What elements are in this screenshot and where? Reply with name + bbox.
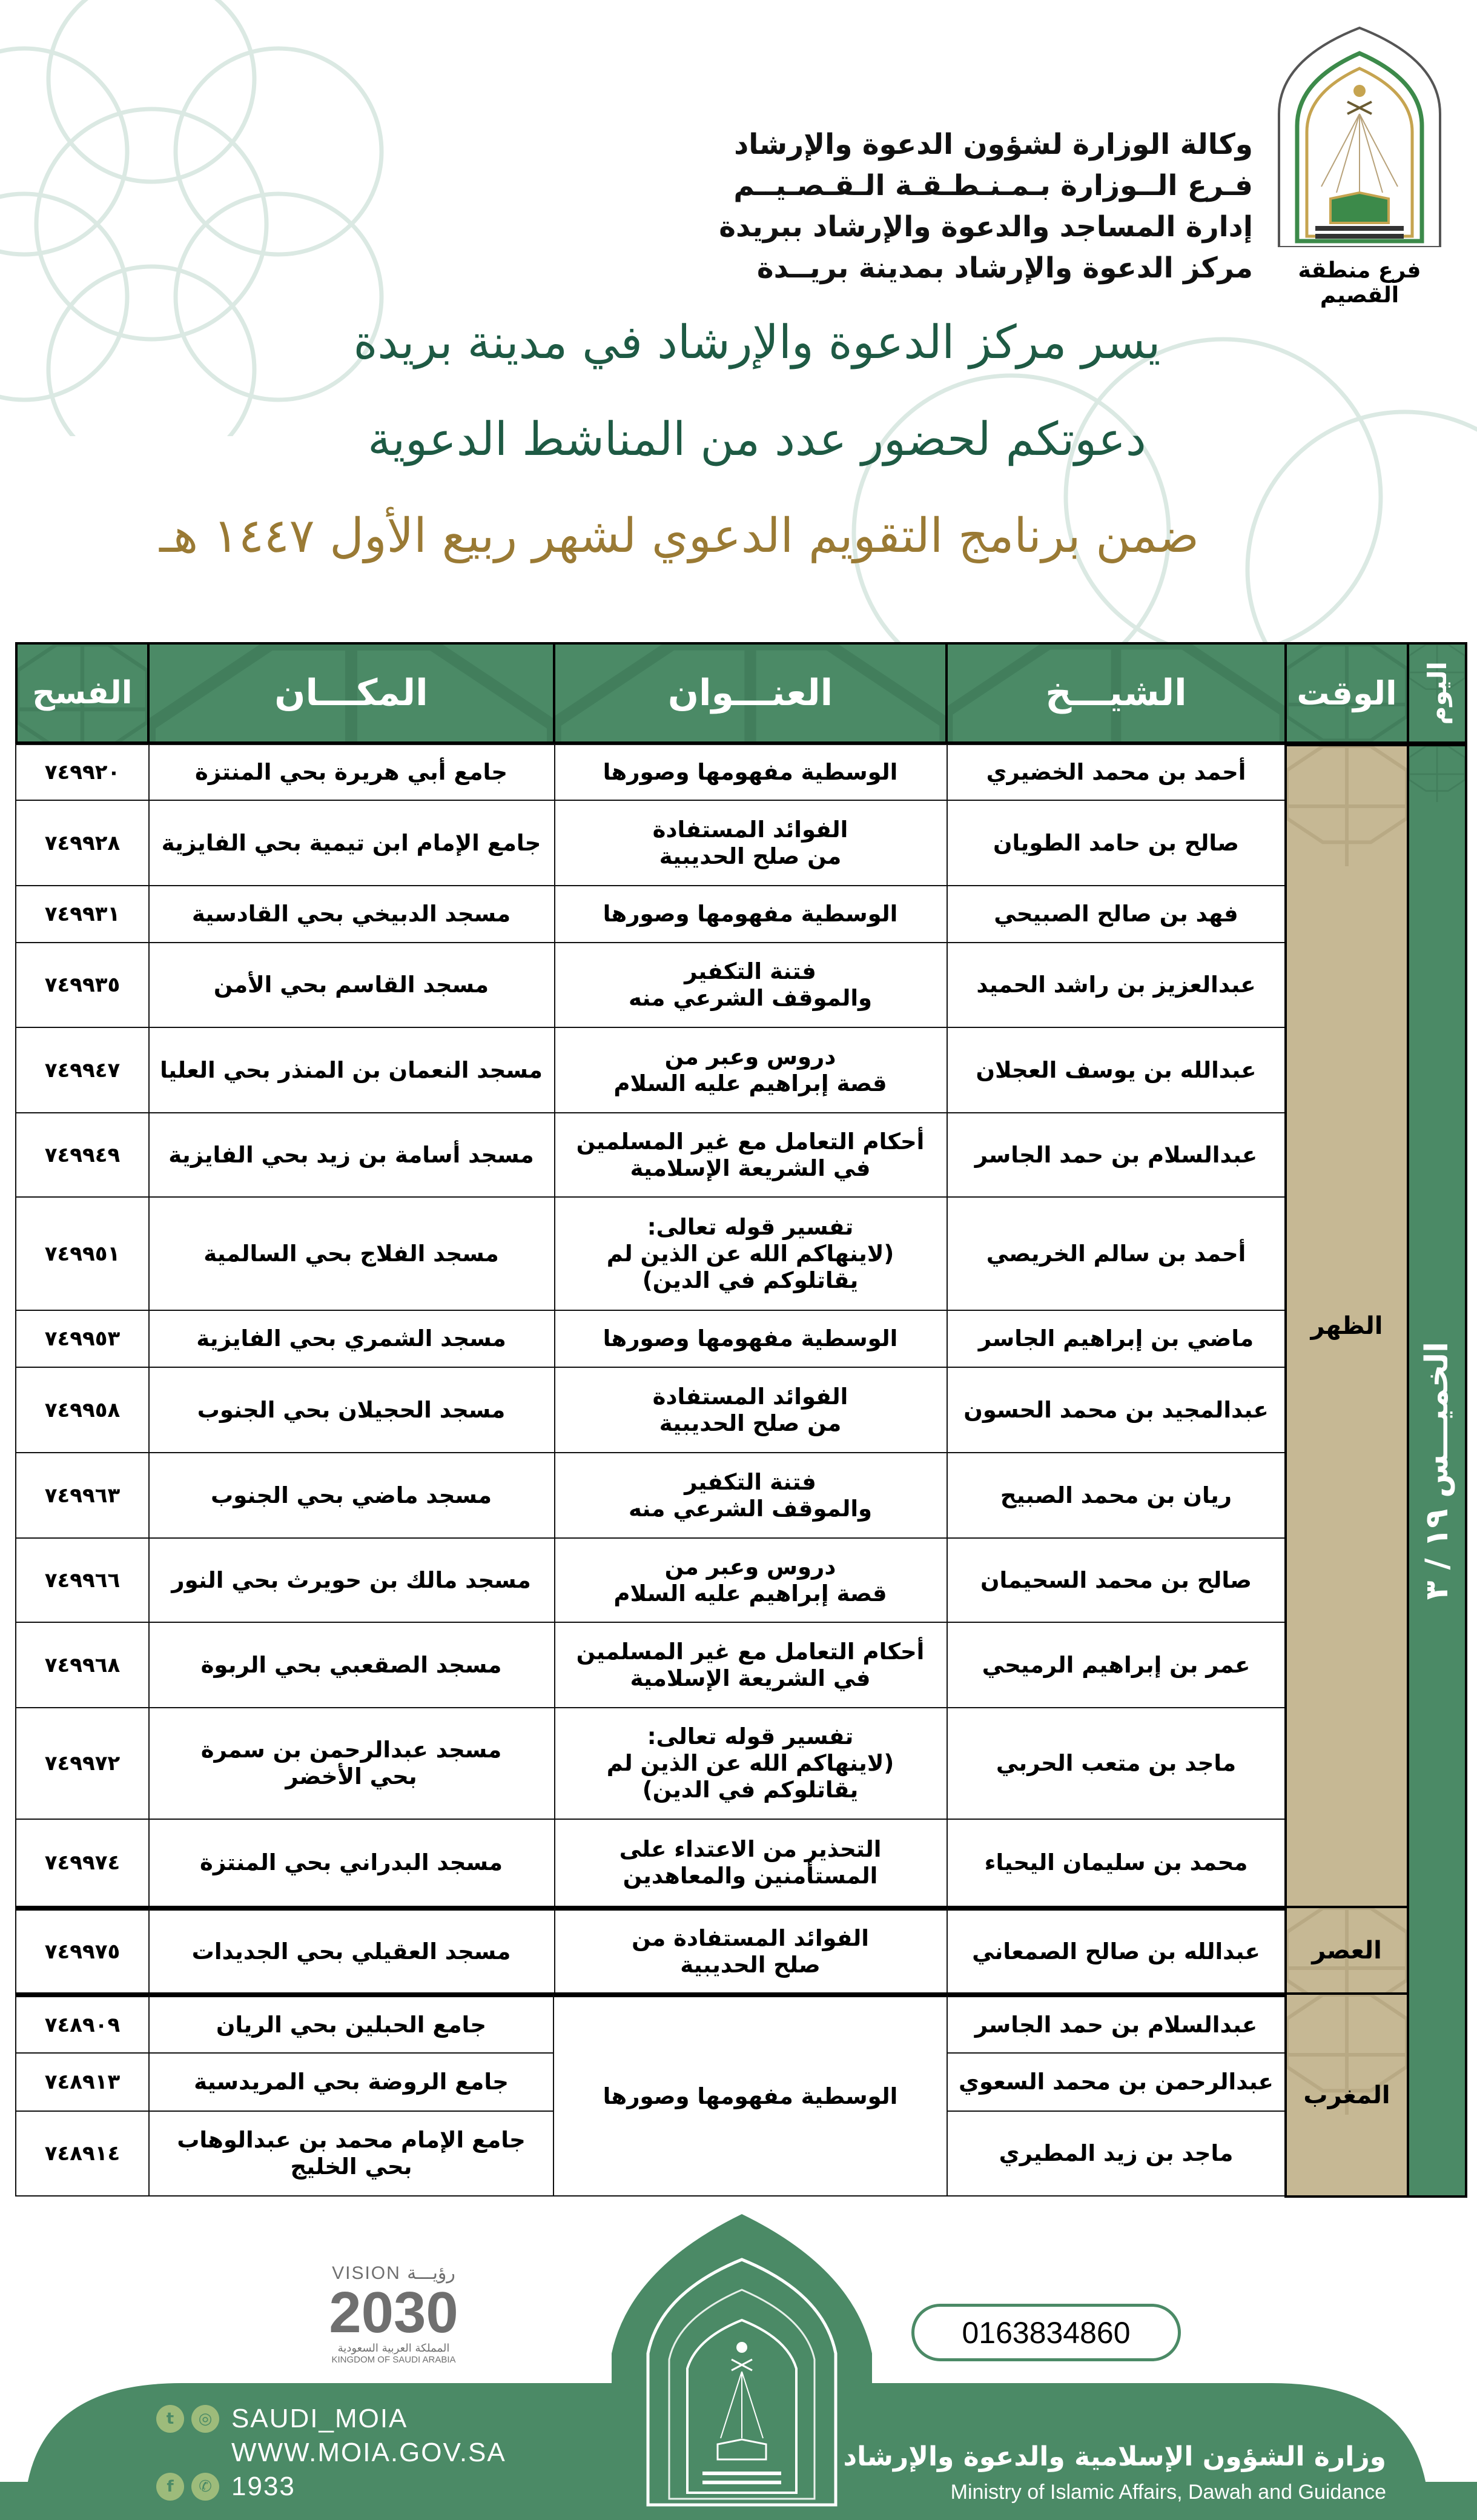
sheikh-cell: صالح بن محمد السحيمان	[945, 1537, 1287, 1623]
hotline-number[interactable]: 1933	[231, 2472, 296, 2501]
place-cell: مسجد الصقعبي بحي الربوة	[147, 1622, 555, 1708]
time-label: العصر	[1312, 1936, 1382, 1965]
logo-caption: فرع منطقة القصيم	[1298, 258, 1421, 308]
geometric-rosette-icon	[0, 0, 412, 436]
title-cell: التحذير من الاعتداء على المستأمنين والمعاهدين	[553, 1819, 948, 1907]
sheikh-cell: عبدالله بن يوسف العجلان	[945, 1027, 1287, 1113]
background-pattern-top-left	[0, 0, 412, 436]
place-cell: مسجد ماضي بحي الجنوب	[147, 1452, 555, 1539]
sheikh-cell: ماضي بن إبراهيم الجاسر	[945, 1310, 1287, 1368]
sheikh-cell: عبدالعزيز بن راشد الحميد	[945, 942, 1287, 1028]
header-place	[147, 642, 555, 744]
header-permit	[15, 642, 150, 744]
time-cell	[1284, 744, 1409, 1908]
org-line-agency: وكالة الوزارة لشؤون الدعوة والإرشاد	[734, 128, 1253, 161]
invitation-line-1: يسر مركز الدعوة والإرشاد في مدينة بريدة	[353, 315, 1161, 369]
permit-cell: ٧٤٩٩٦٣	[15, 1452, 150, 1539]
footer-ministry-logo-icon	[612, 2214, 872, 2520]
title-cell: الوسطية مفهومها وصورها	[553, 885, 948, 943]
header-title-label: العنـــوان	[667, 672, 833, 714]
sheikh-cell: ماجد بن متعب الحربي	[945, 1707, 1287, 1820]
header-day-label: اليوم	[1422, 661, 1452, 725]
permit-cell: ٧٤٨٩٠٩	[15, 1992, 150, 2054]
ministry-name	[844, 2441, 1387, 2504]
place-cell: جامع الروضة بحي المريدسية	[147, 2052, 555, 2112]
place-cell: مسجد الدبيخي بحي القادسية	[147, 885, 555, 943]
place-cell: مسجد الفلاج بحي السالمية	[147, 1196, 555, 1311]
permit-cell: ٧٤٨٩١٤	[15, 2110, 150, 2197]
place-cell: مسجد البدراني بحي المنتزة	[147, 1819, 555, 1907]
permit-cell: ٧٤٩٩٤٩	[15, 1112, 150, 1198]
header-permit-label: الفسح	[32, 675, 133, 711]
place-cell: مسجد الحجيلان بحي الجنوب	[147, 1367, 555, 1453]
permit-cell: ٧٤٩٩٥٣	[15, 1310, 150, 1368]
time-cell	[1284, 1992, 1409, 2198]
facebook-icon[interactable]: f	[156, 2473, 184, 2501]
invitation-line-3: ضمن برنامج التقويم الدعوي لشهر ربيع الأول ١٤٤٧ هـ	[159, 509, 1199, 563]
title-cell: تفسير قوله تعالى: (لاينهاكم الله عن الذين لم يقاتلوكم في الدين)	[553, 1196, 948, 1311]
permit-cell: ٧٤٩٩٦٨	[15, 1622, 150, 1708]
permit-cell: ٧٤٩٩٧٤	[15, 1819, 150, 1907]
title-cell: أحكام التعامل مع غير المسلمين في الشريعة الإسلامية	[553, 1112, 948, 1198]
title-cell: فتنة التكفير والموقف الشرعي منه	[553, 942, 948, 1028]
time-label: الظهر	[1310, 1312, 1383, 1340]
permit-cell: ٧٤٩٩٣٥	[15, 942, 150, 1028]
place-cell: مسجد عبدالرحمن بن سمرة بحي الأخضر	[147, 1707, 555, 1820]
permit-cell: ٧٤٩٩٥٨	[15, 1367, 150, 1453]
sheikh-cell: عمر بن إبراهيم الرميحي	[945, 1622, 1287, 1708]
vision-year: 2030	[329, 2280, 458, 2345]
sheikh-cell: محمد بن سليمان اليحياء	[945, 1819, 1287, 1907]
header-sheikh	[945, 642, 1287, 744]
phone-number-box[interactable]	[911, 2304, 1181, 2361]
contact-info	[156, 2402, 506, 2504]
header-time-label: الوقت	[1297, 674, 1397, 712]
title-cell: دروس وعبر من قصة إبراهيم عليه السلام	[553, 1027, 948, 1113]
sheikh-cell: أحمد بن سالم الخريصي	[945, 1196, 1287, 1311]
title-cell: أحكام التعامل مع غير المسلمين في الشريعة الإسلامية	[553, 1622, 948, 1708]
org-line-branch: فـرع الــوزارة بـمـنـطـقـة الـقـصـيــم	[733, 169, 1253, 202]
sheikh-cell: فهد بن صالح الصبيحي	[945, 885, 1287, 943]
time-label: المغرب	[1303, 2081, 1390, 2109]
sheikh-cell: ريان بن محمد الصبيح	[945, 1452, 1287, 1539]
title-cell: تفسير قوله تعالى: (لاينهاكم الله عن الذين لم يقاتلوكم في الدين)	[553, 1707, 948, 1820]
place-cell: مسجد القاسم بحي الأمن	[147, 942, 555, 1028]
time-cell	[1284, 1906, 1409, 1995]
place-cell: مسجد الشمري بحي الفايزية	[147, 1310, 555, 1368]
ministry-name-arabic: وزارة الشؤون الإسلامية والدعوة والإرشاد	[843, 2441, 1386, 2472]
vision-kingdom-arabic: المملكة العربية السعودية	[337, 2342, 450, 2355]
twitter-icon[interactable]: t	[156, 2405, 184, 2433]
mosque-arch-logo-icon	[1273, 23, 1446, 247]
social-handle[interactable]: SAUDI_MOIA	[231, 2404, 408, 2433]
sheikh-cell: أحمد بن محمد الخضيري	[945, 744, 1287, 801]
place-cell: مسجد النعمان بن المنذر بحي العليا	[147, 1027, 555, 1113]
day-cell	[1407, 744, 1467, 2198]
place-cell: جامع أبي هريرة بحي المنتزة	[147, 744, 555, 801]
ministry-branch-logo	[1266, 23, 1453, 308]
place-cell: جامع الإمام ابن تيمية بحي الفايزية	[147, 800, 555, 886]
title-cell: فتنة التكفير والموقف الشرعي منه	[553, 1452, 948, 1539]
instagram-icon[interactable]: ◎	[191, 2405, 219, 2433]
vision-title: VISION رؤيـــة	[332, 2263, 455, 2283]
sheikh-cell: صالح بن حامد الطويان	[945, 800, 1287, 886]
organization-hierarchy	[708, 124, 1253, 289]
place-cell: مسجد أسامة بن زيد بحي الفايزية	[147, 1112, 555, 1198]
sheikh-cell: عبدالسلام بن حمد الجاسر	[945, 1112, 1287, 1198]
vision-2030-logo	[315, 2263, 472, 2384]
ministry-name-english: Ministry of Islamic Affairs, Dawah and Guidance	[950, 2481, 1386, 2504]
phone-icon[interactable]: ✆	[191, 2473, 219, 2501]
sheikh-cell: عبدالسلام بن حمد الجاسر	[945, 1992, 1287, 2054]
header-time	[1284, 642, 1409, 744]
title-cell: الوسطية مفهومها وصورها	[553, 744, 948, 801]
permit-cell: ٧٤٨٩١٣	[15, 2052, 150, 2112]
contact-row-social	[156, 2402, 506, 2436]
header-place-label: المكـــان	[274, 672, 428, 714]
permit-cell: ٧٤٩٩٥١	[15, 1196, 150, 1311]
permit-cell: ٧٤٩٩٢٠	[15, 744, 150, 801]
title-cell: الفوائد المستفادة من صلح الحديبية	[553, 1906, 948, 1994]
org-line-administration: إدارة المساجد والدعوة والإرشاد ببريدة	[719, 210, 1253, 244]
place-cell: جامع الإمام محمد بن عبدالوهاب بحي الخليج	[147, 2110, 555, 2197]
permit-cell: ٧٤٩٩٧٥	[15, 1906, 150, 1994]
place-cell: جامع الحبلين بحي الريان	[147, 1992, 555, 2054]
permit-cell: ٧٤٩٩٣١	[15, 885, 150, 943]
sheikh-cell: عبدالرحمن بن محمد السعوي	[945, 2052, 1287, 2112]
website-link[interactable]: WWW.MOIA.GOV.SA	[231, 2438, 506, 2467]
sheikh-cell: عبدالمجيد بن محمد الحسون	[945, 1367, 1287, 1453]
day-label: الخميـــس ١٩ / ٣	[1419, 1341, 1455, 1600]
title-cell: الفوائد المستفادة من صلح الحديبية	[553, 800, 948, 886]
header-sheikh-label: الشيـــخ	[1045, 672, 1187, 714]
place-cell: مسجد العقيلي بحي الجديدات	[147, 1906, 555, 1994]
title-cell: الفوائد المستفادة من صلح الحديبية	[553, 1367, 948, 1453]
permit-cell: ٧٤٩٩٤٧	[15, 1027, 150, 1113]
invitation-line-2: دعوتكم لحضور عدد من المناشط الدعوية	[368, 412, 1146, 466]
sheikh-cell: عبدالله بن صالح الصمعاني	[945, 1906, 1287, 1994]
permit-cell: ٧٤٩٩٦٦	[15, 1537, 150, 1623]
schedule-table	[15, 642, 1467, 2197]
header-day	[1407, 642, 1467, 744]
header-title	[553, 642, 948, 744]
org-line-center: مركز الدعوة والإرشاد بمدينة بريــدة	[756, 251, 1253, 285]
sheikh-cell: ماجد بن زيد المطيري	[945, 2110, 1287, 2197]
vision-kingdom-english: KINGDOM OF SAUDI ARABIA	[331, 2355, 456, 2365]
permit-cell: ٧٤٩٩٧٢	[15, 1707, 150, 1820]
place-cell: مسجد مالك بن حويرث بحي النور	[147, 1537, 555, 1623]
title-cell: دروس وعبر من قصة إبراهيم عليه السلام	[553, 1537, 948, 1623]
contact-row-website	[156, 2436, 506, 2470]
contact-row-phone	[156, 2470, 506, 2504]
permit-cell: ٧٤٩٩٢٨	[15, 800, 150, 886]
phone-number: 0163834860	[962, 2315, 1131, 2350]
title-cell: الوسطية مفهومها وصورها	[553, 1310, 948, 1368]
title-cell-shared: الوسطية مفهومها وصورها	[553, 1992, 948, 2197]
